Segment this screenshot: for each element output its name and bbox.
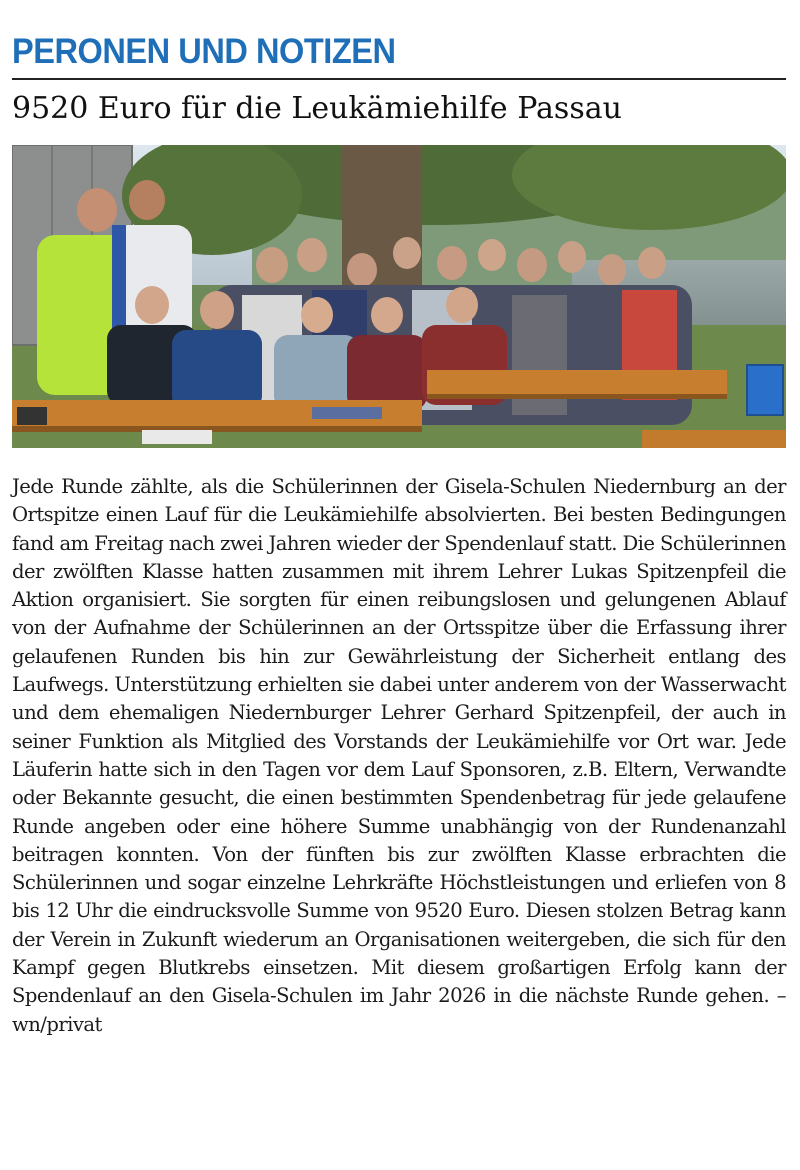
article-text: Jede Runde zählte, als die Schülerinnen der Gisela-Schulen Niedernburg an der Ortspitze einen Lauf für die Leukämiehilfe absolvierten. Bei besten Bedingungen fand am Freitag nach zwei Jahren wieder der Spendenlauf statt. Die Schülerinnen der zwölften Klasse hatten zusammen mit ihrem Lehrer Lukas Spitzenpfeil die Aktion organisiert. Sie sorgten für einen reibungslosen und gelungenen Ablauf von der Aufnahme der Schülerinnen an der Ortsspitze über die Erfassung ihrer gelaufenen Runden bis hin zur Gewährleistung der Sicherheit entlang des Laufwegs. Unterstützung erhielten sie dabei unter anderem von der Wasserwacht und dem ehemaligen Niedernburger Lehrer Gerhard Spitzenpfeil, der auch in seiner Funktion als Mitglied des Vorstands der Leukämiehilfe vor Ort war. Jede Läuferin hatte sich in den Tagen vor dem Lauf Sponsoren, z.B. Eltern, Verwandte oder Bekannte gesucht, die einen bestimmten Spendenbetrag für jede gelaufene Runde angeben oder eine höhere Summe unabhängig von der Rundenanzahl beitragen konnten. Von der fünften bis zur zwölften Klasse erbrachten die Schülerinnen und sogar einzelne Lehrkräfte Höchstleistungen und erliefen von 8 bis 12 Uhr die eindrucksvolle Summe von 9520 Euro. Diesen stolzen Betrag kann der Verein in Zukunft wiederum an Organisationen weitergeben, die sich für den Kampf gegen Blutkrebs einsetzen. Mit diesem großartigen Erfolg kann der Spendenlauf an den Gisela-Schulen im Jahr 2026 in die nächste Runde gehen. [12,475,786,1008]
group-photo [12,145,786,448]
section-divider [12,78,786,80]
photo-credit: – wn/privat [12,984,786,1036]
article-body [12,473,786,1039]
article-headline: 9520 Euro für die Leukämiehilfe Passau [12,91,622,126]
group-photo-image [12,145,786,448]
section-heading: PERONEN UND NOTIZEN [12,32,396,71]
